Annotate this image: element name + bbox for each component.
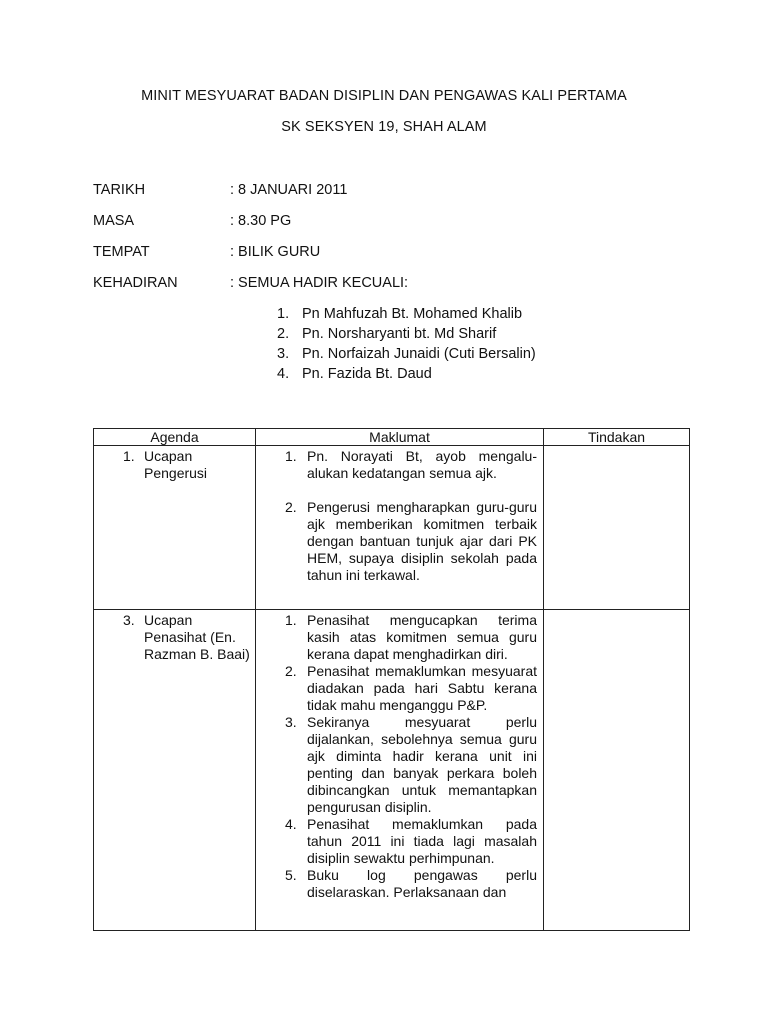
info-value: : 8 JANUARI 2011 bbox=[230, 182, 348, 198]
agenda-cell bbox=[94, 446, 256, 610]
list-number: 2. bbox=[285, 499, 297, 515]
points-list bbox=[256, 446, 543, 592]
points-list bbox=[256, 610, 543, 909]
list-text: Sekiranya mesyuarat perlu dijalankan, sebolehnya semua guru ajk diminta hadir kerana unit ini penting dan banyak perkara boleh dibincangkan untuk memantapkan pengurusan disiplin. bbox=[307, 714, 537, 815]
agenda-table bbox=[93, 428, 690, 931]
list-text: Pn. Norfaizah Junaidi (Cuti Bersalin) bbox=[302, 346, 536, 362]
list-text: Pengerusi mengharapkan guru-guru ajk memberikan komitmen terbaik dengan bantuan tunjuk ajar dari PK HEM, supaya disiplin sekolah pada tahun ini terkawal. bbox=[307, 499, 537, 583]
table-row bbox=[94, 446, 690, 610]
list-item bbox=[277, 366, 536, 386]
meeting-info bbox=[93, 182, 693, 306]
list-text: Pn. Norsharyanti bt. Md Sharif bbox=[302, 326, 497, 342]
list-text: Penasihat mengucapkan terima kasih atas komitmen semua guru kerana dapat menghadirkan diri. bbox=[307, 612, 537, 662]
list-number: 2. bbox=[285, 663, 297, 679]
agenda-item bbox=[94, 610, 255, 663]
absent-list bbox=[277, 306, 536, 386]
list-item bbox=[256, 663, 537, 714]
list-number: 1. bbox=[285, 612, 297, 628]
list-item bbox=[256, 816, 537, 867]
list-number: 5. bbox=[285, 867, 297, 883]
list-text: Penasihat memaklumkan mesyuarat diadakan pada hari Sabtu kerana tidak mahu menganggu P&P. bbox=[307, 663, 537, 713]
header-maklumat: Maklumat bbox=[256, 429, 544, 446]
info-label: MASA bbox=[93, 213, 135, 229]
list-item bbox=[256, 867, 537, 901]
list-text: Pn. Fazida Bt. Daud bbox=[302, 366, 432, 382]
tindakan-cell bbox=[544, 610, 690, 931]
list-number: 3. bbox=[285, 714, 297, 730]
list-item bbox=[256, 499, 537, 584]
header-agenda: Agenda bbox=[94, 429, 256, 446]
list-number: 4. bbox=[285, 816, 297, 832]
agenda-text: Ucapan Pengerusi bbox=[144, 448, 208, 481]
list-number: 1. bbox=[285, 448, 297, 464]
list-item bbox=[277, 306, 536, 326]
agenda-text: Ucapan Penasihat (En. Razman B. Baai) bbox=[144, 612, 250, 662]
agenda-cell bbox=[94, 610, 256, 931]
header-tindakan: Tindakan bbox=[544, 429, 690, 446]
table-header-row bbox=[94, 429, 690, 446]
info-row-time bbox=[93, 213, 693, 244]
agenda-item bbox=[94, 446, 255, 482]
list-item bbox=[256, 714, 537, 816]
info-value: : BILIK GURU bbox=[230, 244, 321, 260]
list-item bbox=[256, 612, 537, 663]
list-item bbox=[277, 326, 536, 346]
maklumat-cell bbox=[256, 610, 544, 931]
list-item bbox=[277, 346, 536, 366]
list-item bbox=[256, 448, 537, 482]
info-label: TARIKH bbox=[93, 182, 146, 198]
info-label: KEHADIRAN bbox=[93, 275, 178, 291]
info-label: TEMPAT bbox=[93, 244, 150, 260]
info-value: : 8.30 PG bbox=[230, 213, 292, 229]
list-text: Pn. Norayati Bt, ayob mengalu-alukan kedatangan semua ajk. bbox=[307, 448, 537, 481]
agenda-number: 3. bbox=[123, 612, 135, 628]
info-row-attendance bbox=[93, 275, 693, 306]
list-text: Pn Mahfuzah Bt. Mohamed Khalib bbox=[302, 306, 523, 322]
list-text: Penasihat memaklumkan pada tahun 2011 ini tiada lagi masalah disiplin sewaktu perhimpunan. bbox=[307, 816, 537, 866]
info-row-date bbox=[93, 182, 693, 213]
document-title: MINIT MESYUARAT BADAN DISIPLIN DAN PENGAWAS KALI PERTAMA bbox=[141, 88, 627, 104]
list-number: 2. bbox=[277, 326, 290, 342]
tindakan-cell bbox=[544, 446, 690, 610]
table-row bbox=[94, 610, 690, 931]
list-number: 4. bbox=[277, 366, 290, 382]
agenda-number: 1. bbox=[123, 448, 135, 464]
list-text: Buku log pengawas perlu diselaraskan. Perlaksanaan dan bbox=[307, 867, 537, 900]
info-row-place bbox=[93, 244, 693, 275]
list-number: 1. bbox=[277, 306, 290, 322]
maklumat-cell bbox=[256, 446, 544, 610]
list-number: 3. bbox=[277, 346, 290, 362]
school-name: SK SEKSYEN 19, SHAH ALAM bbox=[281, 119, 487, 135]
info-value: : SEMUA HADIR KECUALI: bbox=[230, 275, 409, 291]
